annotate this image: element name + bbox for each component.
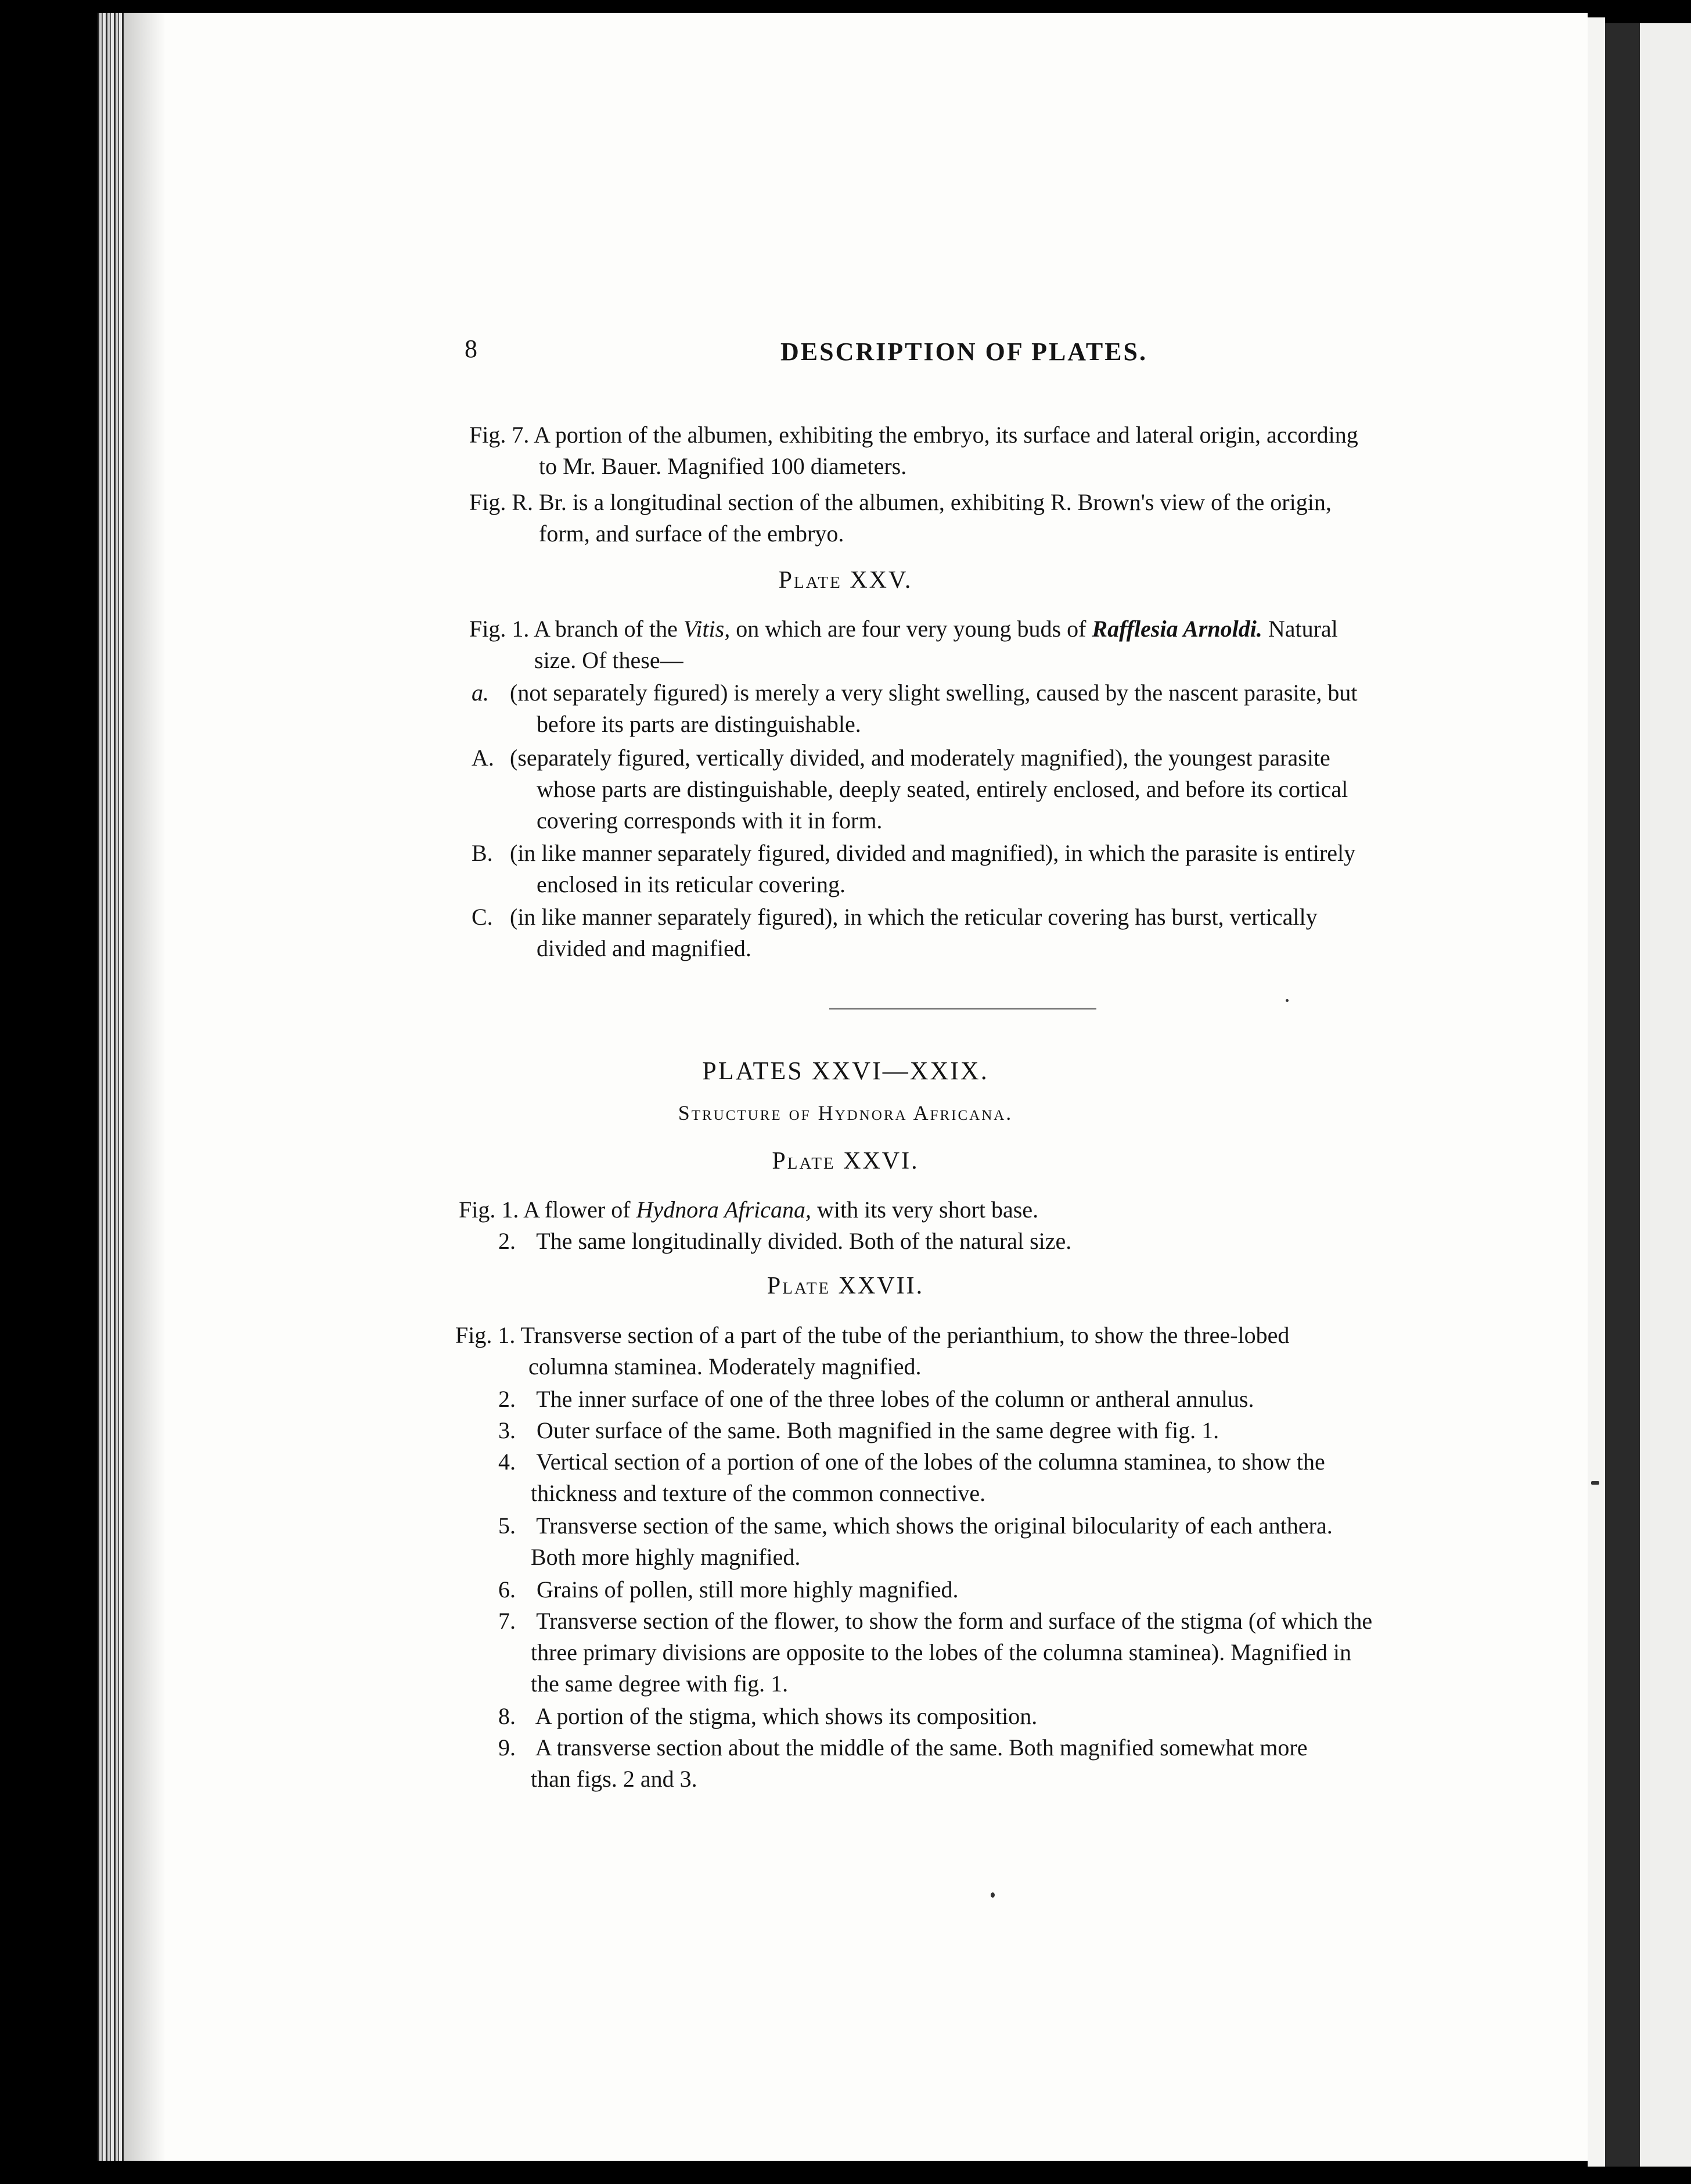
facing-page-edge [1640, 23, 1691, 2167]
text-run: with its very short base. [811, 1197, 1039, 1223]
plate-xxvii-fig-6 [498, 1574, 1396, 1605]
plate-xxvii-fig-8 [498, 1701, 1396, 1732]
plate-xxvii-fig-3 [498, 1415, 1396, 1446]
plate-xxv-item-a-cont: before its parts are distinguishable. [537, 711, 861, 737]
figure-label: Fig. 1. [455, 1322, 516, 1348]
figure-label: 6. [498, 1576, 516, 1603]
intro-fig-rbr-cont [539, 518, 1410, 549]
item-description: (separately figured, vertically divided, and moderately magnified), the youngest parasite [510, 745, 1330, 771]
plate-xxv-fig-1 [469, 613, 1410, 645]
intro-fig-7 [469, 419, 1410, 451]
text-run: A flower of [523, 1197, 636, 1223]
figure-description: A portion of the albumen, exhibiting the embryo, its surface and lateral origin, according [534, 422, 1358, 448]
page-right-margin [1588, 17, 1605, 2167]
figure-description: Transverse section of the same, which shows the original bilocularity of each anthera. [536, 1513, 1333, 1539]
figure-label: 3. [498, 1417, 516, 1443]
plates-xxvi-xxix-heading: PLATES XXVI—XXIX. [702, 1057, 989, 1085]
hydnora-subtitle: Structure of Hydnora Africana. [678, 1101, 1013, 1125]
plate-xxv-item-B-cont: enclosed in its reticular covering. [537, 871, 846, 897]
figure-label: 7. [498, 1608, 516, 1634]
figure-label: 2. [498, 1386, 516, 1412]
figure-label: 2. [498, 1228, 516, 1254]
plate-xxvii-fig-9 [498, 1732, 1396, 1763]
item-label: A. [472, 745, 494, 771]
figure-description: Transverse section of a part of the tube of the perianthium, to show the three-lobed [520, 1322, 1290, 1348]
binding-shadow [125, 13, 166, 2161]
plate-xxv-item-A-cont: whose parts are distinguishable, deeply seated, entirely enclosed, and before its cortical [537, 776, 1348, 802]
plate-xxvii-fig-5-cont: Both more highly magnified. [531, 1544, 801, 1570]
figure-label: 4. [498, 1449, 516, 1475]
item-description: (in like manner separately figured, divided and magnified), in which the parasite is entirely [510, 840, 1356, 866]
figure-description-cont: form, and surface of the embryo. [539, 520, 844, 547]
figure-description-cont: to Mr. Bauer. Magnified 100 diameters. [539, 453, 907, 479]
scan-speck [1591, 1481, 1599, 1485]
plate-xxv-fig-1-cont: size. Of these— [534, 647, 683, 673]
page-binding-edge [98, 13, 125, 2161]
figure-description: is a longitudinal section of the albumen, exhibiting R. Brown's view of the origin, [572, 489, 1332, 515]
species-italic: Rafflesia Arnoldi. [1092, 616, 1262, 642]
plate-xxv-item-A-cont2: covering corresponds with it in form. [537, 807, 883, 834]
figure-label: Fig. 1. [459, 1197, 519, 1223]
plate-xxvi-fig-2 [498, 1226, 1411, 1257]
item-description: (not separately figured) is merely a very slight swelling, caused by the nascent parasite, but [510, 680, 1358, 706]
plate-xxv-item-B [472, 838, 1410, 869]
plate-xxvi-fig-1 [459, 1194, 1411, 1226]
scan-speck [1286, 999, 1289, 1002]
section-divider [829, 1008, 1096, 1010]
running-head: DESCRIPTION OF PLATES. [780, 337, 1147, 366]
book-gutter-shadow [1605, 23, 1640, 2167]
plate-xxvii-fig-1-cont: columna staminea. Moderately magnified. [528, 1353, 922, 1380]
text-run: on which are four very young buds of [730, 616, 1092, 642]
figure-label: 8. [498, 1703, 516, 1729]
figure-label: Fig. 7. [469, 422, 530, 448]
figure-description: Outer surface of the same. Both magnified in the same degree with fig. 1. [537, 1417, 1219, 1443]
figure-description: Vertical section of a portion of one of the lobes of the columna staminea, to show the [536, 1449, 1325, 1475]
plate-xxvii-fig-1 [455, 1320, 1396, 1351]
plate-xxv-item-A [472, 742, 1410, 774]
intro-fig-7-cont [539, 451, 1410, 482]
plate-xxvii-fig-7 [498, 1605, 1396, 1637]
text-run: Natural [1262, 616, 1338, 642]
figure-description: Grains of pollen, still more highly magnified. [537, 1576, 959, 1603]
item-description: (in like manner separately figured), in which the reticular covering has burst, vertically [510, 904, 1318, 930]
plate-xxv-item-a [472, 677, 1410, 709]
plate-xxvii-fig-5 [498, 1510, 1396, 1542]
species-italic: Hydnora Africana, [636, 1197, 812, 1223]
item-label: B. [472, 840, 493, 866]
figure-description: A transverse section about the middle of the same. Both magnified somewhat more [535, 1734, 1308, 1761]
plate-xxvii-heading: Plate XXVII. [767, 1273, 924, 1299]
intro-fig-rbr [469, 487, 1410, 518]
plate-xxvii-fig-7-cont: three primary divisions are opposite to the lobes of the columna staminea). Magnified in [531, 1639, 1351, 1665]
figure-description: A portion of the stigma, which shows its composition. [535, 1703, 1038, 1729]
genus-italic: Vitis, [683, 616, 731, 642]
item-label: C. [472, 904, 493, 930]
plate-xxvii-fig-7-cont2: the same degree with fig. 1. [531, 1671, 789, 1697]
item-label: a. [472, 680, 489, 706]
figure-label: 9. [498, 1734, 516, 1761]
plate-xxv-heading: Plate XXV. [778, 567, 913, 594]
figure-label: 5. [498, 1513, 516, 1539]
figure-description: Transverse section of the flower, to show the form and surface of the stigma (of which the [536, 1608, 1373, 1634]
figure-label: Fig. R. Br. [469, 489, 567, 515]
figure-description: The inner surface of one of the three lobes of the column or antheral annulus. [536, 1386, 1254, 1412]
plate-xxvii-fig-4-cont: thickness and texture of the common connective. [531, 1480, 986, 1506]
plate-xxvii-fig-4 [498, 1446, 1396, 1478]
scanned-page [98, 13, 1588, 2161]
scan-speck [991, 1892, 995, 1898]
plate-xxv-item-C-cont: divided and magnified. [537, 935, 751, 961]
plate-xxv-item-C [472, 901, 1410, 933]
plate-xxvii-fig-9-cont: than figs. 2 and 3. [531, 1766, 697, 1792]
figure-label: Fig. 1. [469, 616, 530, 642]
text-run: A branch of the [534, 616, 683, 642]
plate-xxvii-fig-2 [498, 1384, 1396, 1415]
plate-xxvi-heading: Plate XXVI. [772, 1148, 919, 1174]
page-number: 8 [465, 335, 477, 363]
figure-description: The same longitudinally divided. Both of the natural size. [536, 1228, 1072, 1254]
